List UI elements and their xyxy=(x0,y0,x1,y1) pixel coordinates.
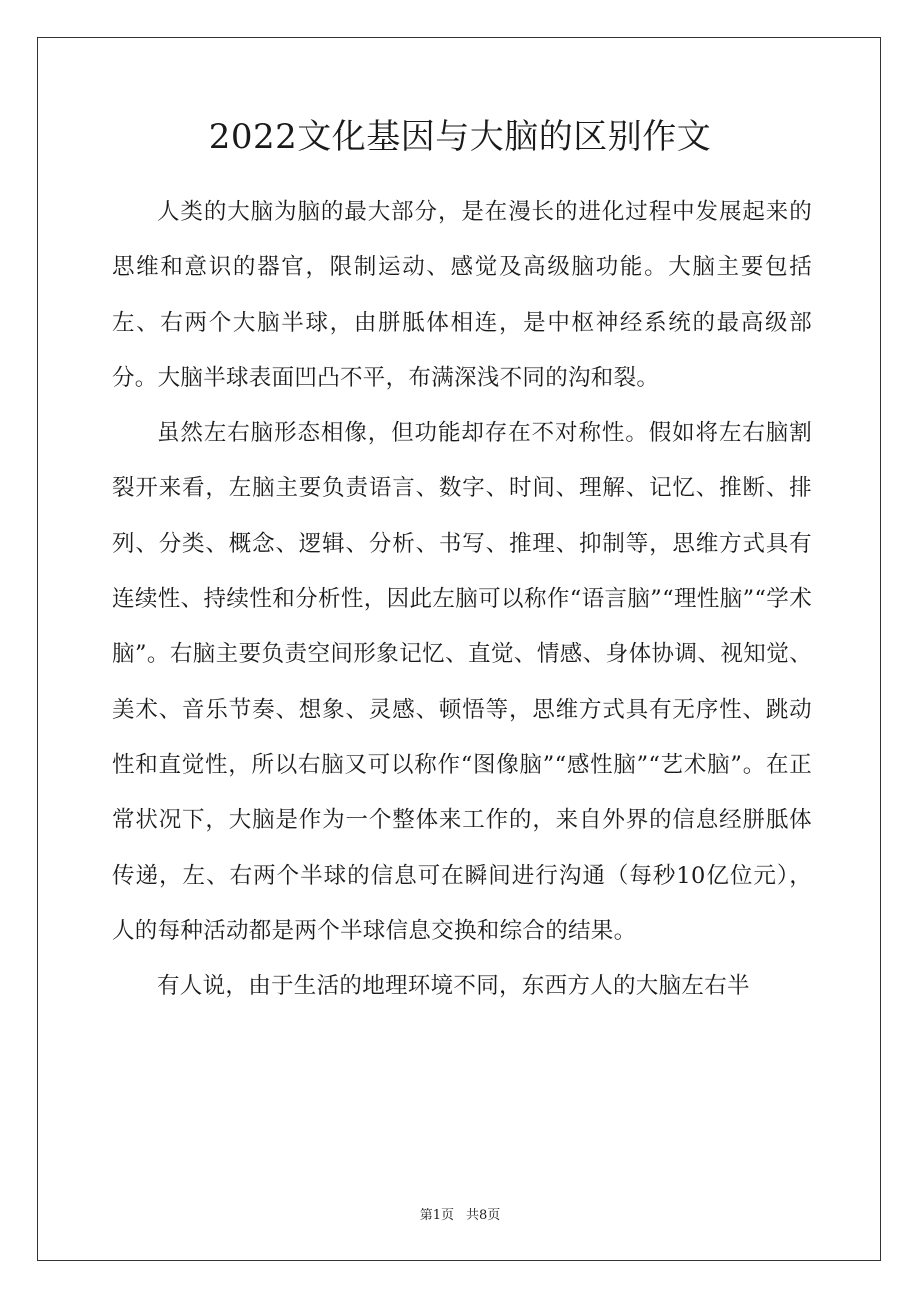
paragraph: 人类的大脑为脑的最大部分，是在漫长的进化过程中发展起来的思维和意识的器官，限制运动、感觉及高级脑功能。大脑主要包括左、右两个大脑半球，由胼胝体相连，是中枢神经系统的最高级部分。大脑半球表面凹凸不平，布满深浅不同的沟和裂。 xyxy=(112,199,812,391)
document-body xyxy=(112,185,812,1014)
page-total: 共8页 xyxy=(466,1208,501,1223)
paragraph: 虽然左右脑形态相像，但功能却存在不对称性。假如将左右脑割裂开来看，左脑主要负责语言、数字、时间、理解、记忆、推断、排列、分类、概念、逻辑、分析、书写、推理、抑制等，思维方式具有连续性、持续性和分析性，因此左脑可以称作“语言脑”“理性脑”“学术脑”。右脑主要负责空间形象记忆、直觉、情感、身体协调、视知觉、美术、音乐节奏、想象、灵感、顿悟等，思维方式具有无序性、跳动性和直觉性，所以右脑又可以称作“图像脑”“感性脑”“艺术脑”。在正常状况下，大脑是作为一个整体来工作的，来自外界的信息经胼胝体传递，左、右两个半球的信息可在瞬间进行沟通（每秒10亿位元），人的每种活动都是两个半球信息交换和综合的结果。 xyxy=(112,420,812,944)
page-number: 第1页 xyxy=(419,1208,454,1223)
page-footer xyxy=(0,1207,920,1225)
document-title: 2022文化基因与大脑的区别作文 xyxy=(208,117,712,157)
paragraph: 有人说，由于生活的地理环境不同，东西方人的大脑左右半 xyxy=(157,973,750,1000)
